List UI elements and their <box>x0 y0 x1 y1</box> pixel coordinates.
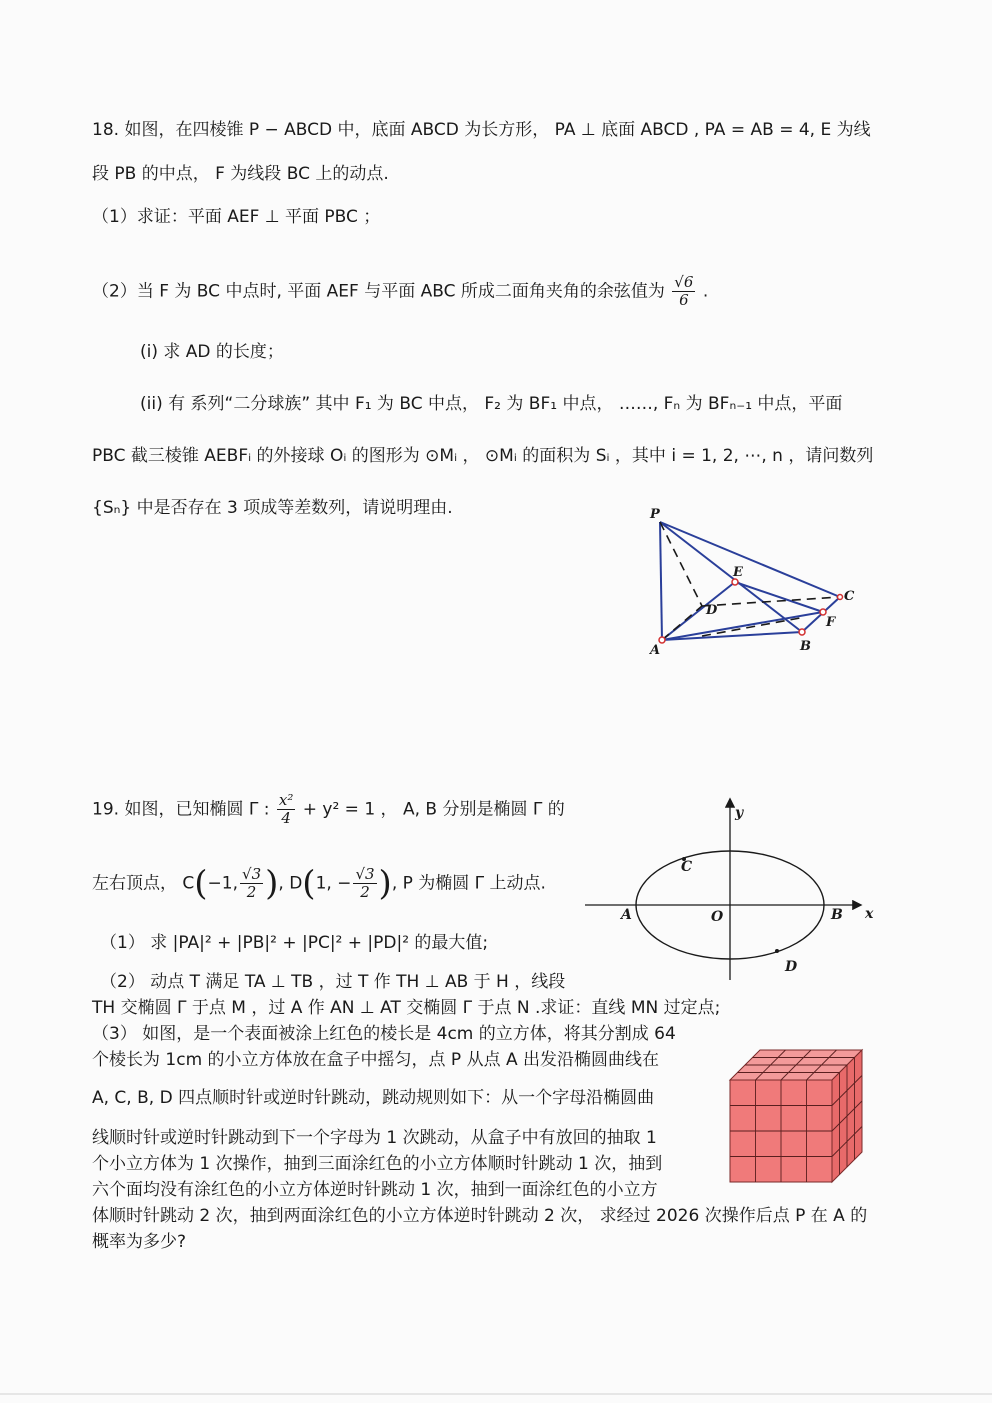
q18-part-2 <box>92 274 708 309</box>
edge-DC <box>702 597 840 606</box>
label-F: F <box>826 615 836 630</box>
q19-d-denominator: 2 <box>360 883 370 901</box>
label-B: B <box>831 907 843 923</box>
q18-part-2-text: （2）当 F 为 BC 中点时, 平面 AEF 与平面 ABC 所成二面角夹角的余弦值为 <box>92 281 665 302</box>
label-D: D <box>785 959 798 975</box>
q18-part-2-end: . <box>702 281 709 302</box>
edge-PA <box>660 522 662 640</box>
page-bottom-rule <box>0 1393 992 1395</box>
q18-cos-fraction <box>672 274 695 309</box>
label-E: E <box>733 565 743 580</box>
q19-part-3-line-4: 线顺时针或逆时针跳动到下一个字母为 1 次跳动，从盒子中有放回的抽取 1 <box>92 1128 657 1148</box>
q19-fraction-numerator: x² <box>278 791 294 809</box>
q19-part-3-line-7: 体顺时针跳动 2 次，抽到两面涂红色的小立方体逆时针跳动 2 次， 求经过 2026 次操作后点 P 在 A 的 <box>92 1206 868 1226</box>
label-P: P <box>650 507 660 522</box>
edge-EF <box>735 582 823 612</box>
label-A: A <box>621 907 632 923</box>
q18-stem-line-2: 段 PB 的中点， F 为线段 BC 上的动点. <box>92 164 389 184</box>
point-D <box>775 949 779 953</box>
edge-PD <box>660 522 702 606</box>
q19-stem2-b: , D <box>278 873 303 894</box>
q19-c-coord: −1, <box>207 873 239 894</box>
q19-d-numerator: √3 <box>355 865 375 883</box>
label-O: O <box>711 909 724 925</box>
q19-part-2-line-1: （2） 动点 T 满足 TA ⊥ TB ，过 T 作 TH ⊥ AB 于 H ，线段 <box>100 972 566 992</box>
q19-part-3-line-3: A, C, B, D 四点顺时针或逆时针跳动，跳动规则如下：从一个字母沿椭圆曲 <box>92 1088 655 1108</box>
q19-c-denominator: 2 <box>246 883 257 901</box>
ellipse-figure <box>585 795 885 985</box>
q18-part-2-i: (i) 求 AD 的长度； <box>140 342 284 362</box>
q19-stem-line-2: 左右顶点， C(−1, $\frac{√3}{2}$ ), D(1, − $\frac{√3}{2}$ ), P 为椭圆 Γ 上动点. <box>92 863 546 904</box>
q19-c-fraction <box>240 866 263 901</box>
red-cube-figure <box>728 1048 868 1188</box>
point-B <box>799 629 805 635</box>
q19-part-3-line-5: 个小立方体为 1 次操作，抽到三面涂红色的小立方体顺时针跳动 1 次，抽到 <box>92 1154 663 1174</box>
q19-c-numerator: √3 <box>242 865 262 883</box>
q19-stem-line-1 <box>92 792 565 827</box>
label-C: C <box>681 859 693 875</box>
label-B: B <box>800 639 811 654</box>
q18-part-1: （1）求证：平面 AEF ⊥ 平面 PBC ； <box>92 207 381 227</box>
point-C <box>838 595 843 600</box>
q19-part-3-line-2: 个棱长为 1cm 的小立方体放在盒子中摇匀，点 P 从点 A 出发沿椭圆曲线在 <box>92 1050 660 1070</box>
q19-part-1: （1） 求 |PA|² + |PB|² + |PC|² + |PD|² 的最大值; <box>100 933 489 953</box>
q19-stem2-a: 左右顶点， C <box>92 873 195 894</box>
q19-stem-b: + y² = 1 ， A, B 分别是椭圆 Γ 的 <box>302 799 565 820</box>
q19-part-3-line-1: （3） 如图，是一个表面被涂上红色的棱长是 4cm 的立方体，将其分割成 64 <box>92 1024 676 1044</box>
edge-PB <box>660 522 802 632</box>
q19-stem-a: 19. 如图，已知椭圆 Γ : <box>92 799 270 820</box>
q19-fraction-denominator: 4 <box>281 809 291 827</box>
q18-stem-line-1: 18. 如图，在四棱锥 P − ABCD 中，底面 ABCD 为长方形， PA ⊥ 底面 ABCD , PA = AB = 4, E 为线 <box>92 120 871 140</box>
q19-part-2-line-2: TH 交椭圆 Γ 于点 M ，过 A 作 AN ⊥ AT 交椭圆 Γ 于点 N .求证：直线 MN 过定点; <box>92 998 721 1018</box>
q18-part-2-ii-line-1: (ii) 有 系列“二分球族” 其中 F₁ 为 BC 中点， F₂ 为 BF₁ 中点， ……, Fₙ 为 BFₙ₋₁ 中点，平面 <box>140 394 843 414</box>
q18-cos-denominator: 6 <box>679 291 689 309</box>
label-y: y <box>735 805 744 821</box>
q18-cos-numerator: √6 <box>674 273 694 291</box>
q19-part-3-line-8: 概率为多少? <box>92 1232 187 1252</box>
label-x: x <box>865 906 874 922</box>
label-D: D <box>706 603 718 618</box>
q19-d-coord: 1, − <box>315 873 352 894</box>
q19-stem2-c: , P 为椭圆 Γ 上动点. <box>391 873 546 894</box>
edge-PC <box>660 522 840 597</box>
q18-part-2-ii-line-3: {Sₙ} 中是否存在 3 项成等差数列，请说明理由. <box>92 498 453 518</box>
q18-part-2-ii-line-2: PBC 截三棱锥 AEBFᵢ 的外接球 Oᵢ 的图形为 ⊙Mᵢ ， ⊙Mᵢ 的面积为 Sᵢ ，其中 i = 1, 2, ⋯, n ，请问数列 <box>92 446 874 466</box>
q19-ellipse-fraction <box>277 792 295 827</box>
pyramid-figure <box>630 500 870 665</box>
label-C: C <box>844 589 855 604</box>
q19-d-fraction <box>353 866 376 901</box>
label-A: A <box>650 643 661 658</box>
q19-part-3-line-6: 六个面均没有涂红色的小立方体逆时针跳动 1 次，抽到一面涂红色的小立方 <box>92 1180 658 1200</box>
